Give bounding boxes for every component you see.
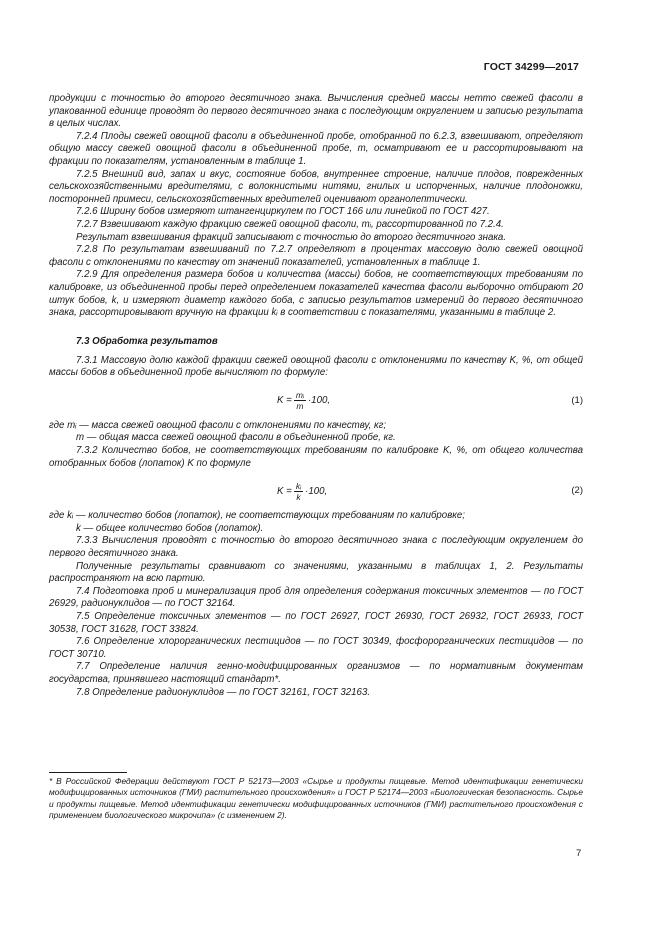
paragraph: 7.2.6 Ширину бобов измеряют штангенциркулем по ГОСТ 166 или линейкой по ГОСТ 427. (76, 206, 490, 218)
paragraph: 7.2.8 По результатам взвешиваний по 7.2.7 определяют в процентах массовую долю свежей овощной фасоли с отклонениями по качеству от значений показателей, установленных в таблице 1. (49, 244, 583, 268)
paragraph: 7.3.3 Вычисления проводят с точностью до второго десятичного знака с последующим округлением до первого десятичного знака. (49, 535, 583, 560)
paragraph: 7.7 Определение наличия генно-модифицированных организмов — по нормативным документам государства, принявшего настоящий стандарт*. (49, 661, 583, 685)
section-title: 7.3 Обработка результатов (76, 335, 218, 347)
formula-numerator: kᵢ (295, 480, 302, 491)
where-line: где mᵢ — масса свежей овощной фасоли с отклонениями по качеству, кг; (49, 419, 387, 431)
paragraph: Полученные результаты сравнивают со значениями, указанными в таблицах 1, 2. Результаты распространяют на всю партию. (49, 560, 583, 585)
where-line: где kᵢ — количество бобов (лопаток), не соответствующих требованиям по калибровке; (49, 510, 465, 522)
footnote: * В Российской Федерации действуют ГОСТ Р 52173—2003 «Сырье и продукты пищевые. Метод идентификации генетически модифицированных источников (ГМИ) растительного происхождения» и ГОСТ Р 52174—2003 «Биологическая безопасность. Сырье и продукты пищевые. Метод идентификации генетически модифицированных источников (ГМИ) растительного происхождения с применением биологического микрочипа» (с изменением 2). (49, 776, 583, 821)
paragraph: Результат взвешивания фракций записывают с точностью до второго десятичного знака. (76, 231, 507, 243)
where-line: k — общее количество бобов (лопаток). (76, 522, 264, 534)
formula-denominator: k (296, 491, 301, 502)
paragraph: 7.6 Определение хлорорганических пестицидов — по ГОСТ 30349, фосфорорганических пестицидов — по ГОСТ 30710. (49, 636, 583, 660)
equation-number: (2) (571, 485, 583, 497)
formula-rhs: ·100, (307, 395, 331, 407)
document-code: ГОСТ 34299—2017 (483, 61, 579, 73)
formula-lhs: K = (277, 395, 292, 407)
paragraph: продукции с точностью до второго десятичного знака. Вычисления средней массы нетто свежей фасоли в упакованной единице проводят до первого десятичного знака с последующим округлением и записью результата в целых числах. (49, 93, 583, 130)
paragraph: 7.2.5 Внешний вид, запах и вкус, состояние бобов, внутреннее строение, наличие плодов, поврежденных сельскохозяйственными вредителями, с волокнистыми нитями, гнилых и испорченных, наличие плодоножки, посторонней примеси, сельскохозяйственных вредителей оценивают органолептически. (49, 168, 583, 205)
paragraph: 7.3.2 Количество бобов, не соответствующих требованиям по калибровке K, %, от общего количества отобранных бобов (лопаток) K по формуле (49, 445, 583, 469)
paragraph: 7.2.4 Плоды свежей овощной фасоли в объединенной пробе, отобранной по 6.2.3, взвешивают, определяют общую массу свежей овощной фасоли в объединенной пробе, m, осматривают ее и рассортировывают на фракции по показателям, установленным в таблице 1. (49, 130, 583, 167)
footnote-separator (49, 772, 127, 773)
formula-1 (49, 388, 583, 414)
paragraph: 7.5 Определение токсичных элементов — по ГОСТ 26927, ГОСТ 26930, ГОСТ 26932, ГОСТ 26933, ГОСТ 30538, ГОСТ 31628, ГОСТ 33824. (49, 611, 583, 635)
paragraph: 7.2.7 Взвешивают каждую фракцию свежей овощной фасоли, mᵢ, рассортированной по 7.2.4. (76, 218, 504, 230)
formula-fraction (294, 390, 306, 411)
equation-number: (1) (571, 394, 583, 406)
page-body (49, 93, 583, 699)
formula-fraction (294, 481, 303, 502)
paragraph: 7.3.1 Массовую долю каждой фракции свежей овощной фасоли с отклонениями по качеству K, %, от общей массы бобов в объединенной пробе вычисляют по формуле: (49, 354, 583, 379)
formula-2 (49, 478, 583, 504)
paragraph: 7.8 Определение радионуклидов — по ГОСТ 32161, ГОСТ 32163. (76, 686, 371, 698)
formula-rhs: ·100, (305, 485, 328, 497)
paragraph: 7.2.9 Для определения размера бобов и количества (массы) бобов, не соответствующих требованиям по калибровке, из объединенной пробы перед определением показателей качества фасоли выборочно отбирают 20 штук бобов, k, и измеряют диаметр каждого боба, с записью результатов измерений до первого десятичного знака, рассортировывают вручную на фракции kᵢ в соответствии с показателями, указанными в таблице 2. (49, 269, 583, 319)
where-line: m — общая масса свежей овощной фасоли в объединенной пробе, кг. (76, 432, 396, 444)
formula-denominator: m (296, 401, 304, 412)
page-number: 7 (576, 848, 582, 859)
paragraph: 7.4 Подготовка проб и минерализация проб для определения содержания токсичных элементов — по ГОСТ 26929, радионуклидов — по ГОСТ 32164. (49, 585, 583, 610)
formula-numerator: mᵢ (295, 390, 304, 401)
formula-lhs: K = (277, 485, 292, 497)
